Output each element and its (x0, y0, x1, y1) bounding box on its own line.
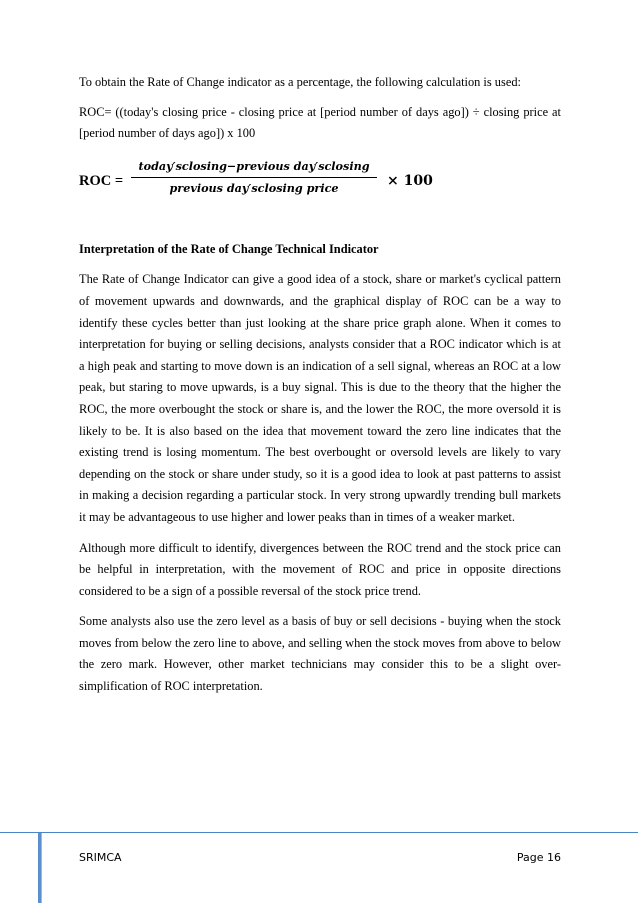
formula-lhs: ROC = (79, 172, 124, 189)
roc-formula (79, 153, 561, 219)
intro-paragraph: To obtain the Rate of Change indicator as a percentage, the following calculation is used: (79, 75, 521, 89)
fraction-bar (131, 177, 377, 178)
body-paragraph: Some analysts also use the zero level as a basis of buy or sell decisions - buying when the stock moves from below the zero line to above, and selling when the stock moves from above to below the zero mark. However, other market technicians may consider this to be a slight over-simplification of ROC interpretation. (79, 614, 561, 694)
footer-rule (0, 832, 638, 833)
footer-institution: SRIMCA (79, 851, 122, 864)
formula-denominator: previous day′sclosing price (169, 180, 339, 195)
formula-multiplier: × 100 (387, 172, 433, 189)
section-heading: Interpretation of the Rate of Change Technical Indicator (79, 241, 379, 256)
footer-accent-bar (38, 833, 42, 903)
page-content (79, 72, 561, 707)
body-paragraph: Although more difficult to identify, divergences between the ROC trend and the stock price can be helpful in interpretation, with the movement of ROC and price in opposite directions considered to be a sign of a possible reversal of the stock price trend. (79, 540, 561, 598)
page-number: Page 16 (516, 851, 561, 864)
body-paragraph: The Rate of Change Indicator can give a good idea of a stock, share or market's cyclical pattern of movement upwards and downwards, and the graphical display of ROC can be a way to identify these cycles better than just looking at the share price graph alone. When it comes to interpretation for buying or selling decisions, analysts consider that a ROC indicator which is at a high peak and starting to move down is an indication of a sell signal, whereas an ROC at a low peak, but staring to move upwards, is a buy signal. This is due to the theory that the higher the ROC, the more overbought the stock or share is, and the lower the ROC, the more oversold it is likely to be. It is also based on the idea that movement toward the zero line indicates that the existing trend is losing momentum. The best overbought or oversold levels are likely to vary depending on the stock or share under study, so it is a good idea to look at past patterns to assist in making a decision regarding a particular stock. In very strong upwardly trending bull markets it may be advantageous to use higher and lower peaks than in times of a weaker market. (79, 272, 561, 524)
formula-numerator: today′sclosing−previous day′sclosing (138, 158, 370, 173)
roc-definition-text: ROC= ((today's closing price - closing price at [period number of days ago]) ÷ closing price at [period number of days ago]) x 100 (79, 104, 561, 141)
